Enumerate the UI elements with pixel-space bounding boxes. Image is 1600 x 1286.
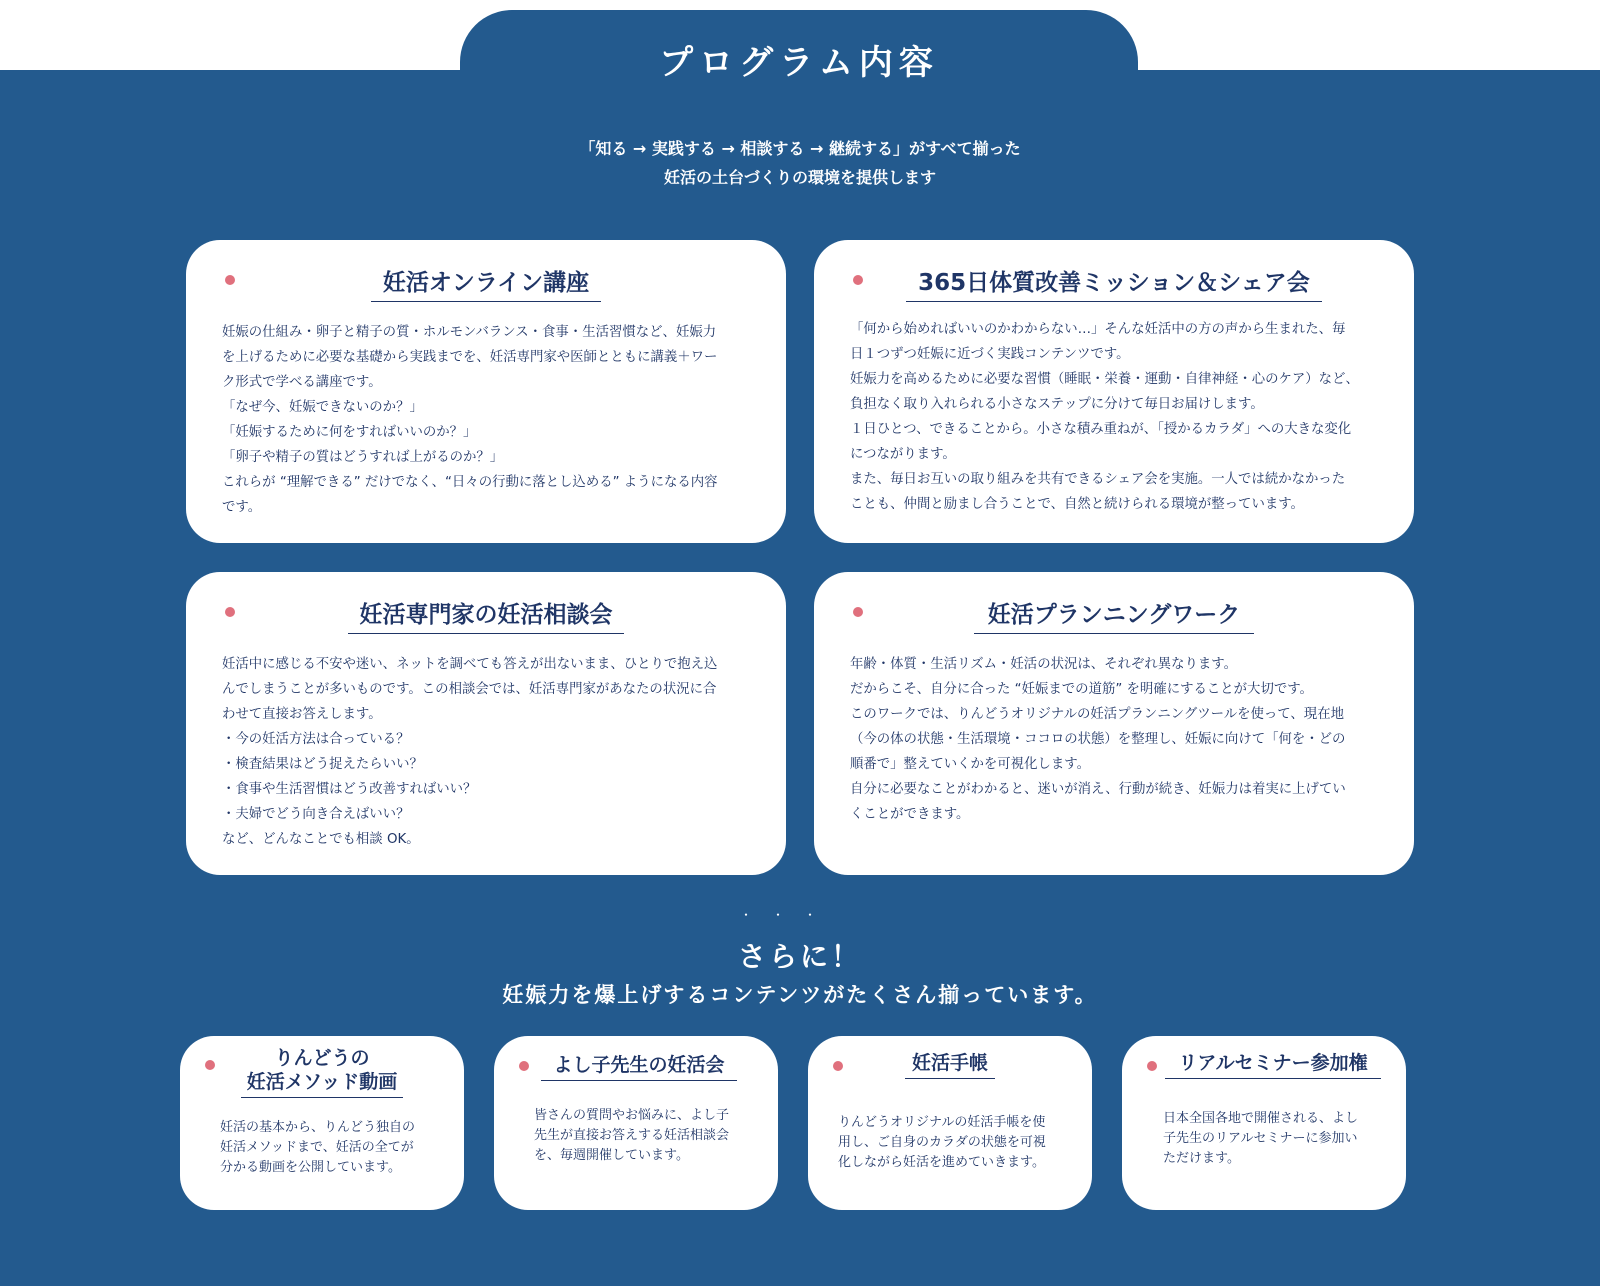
program-card-consultation [186, 572, 786, 875]
extra-card-description: 皆さんの質問やお悩みに、よし子 先生が直接お答えする妊活相談会 を、毎週開催しています。 [534, 1108, 730, 1163]
bullet-dot-icon [853, 607, 863, 617]
intro-line-1: 「知る → 実践する → 相談する → 継続する」がすべて揃った [579, 139, 1021, 158]
extra-card-title: リアルセミナー参加権 [1165, 1051, 1381, 1079]
page-title: プログラム内容 [659, 43, 939, 83]
program-card-description: 妊娠の仕組み・卵子と精子の質・ホルモンバランス・食事・生活習慣など、妊娠力 を上げるために必要な基礎から実践までを、妊活専門家や医師とともに講義＋ワー ク形式で学べる講座です。 「なぜ今、妊娠できないのか？」 「妊娠するために何をすればいいのか？」 「卵子や精子の質はどうすれば上がるのか？」 これらが “理解できる” だけでなく、“日々の行動に落とし込める” ようになる内容 です。 [222, 325, 718, 515]
bullet-dot-icon [853, 275, 863, 285]
intro-line-2: 妊活の土台づくりの環境を提供します [663, 168, 936, 187]
bullet-dot-icon [519, 1061, 529, 1071]
extra-card-title: りんどうの 妊活メソッド動画 [241, 1046, 403, 1098]
bullet-dot-icon [225, 607, 235, 617]
bullet-dot-icon [1147, 1061, 1157, 1071]
program-card-planning-work [814, 572, 1414, 875]
program-card-online-course [186, 240, 786, 543]
program-card-title: 妊活オンライン講座 [371, 264, 601, 302]
emphasis-dots: ・・・ [740, 908, 837, 922]
extra-card-description: りんどうオリジナルの妊活手帳を使 用し、ご自身のカラダの状態を可視 化しながら妊活を進めていきます。 [838, 1115, 1046, 1170]
program-card-description: 「何から始めればいいのかわからない…」そんな妊活中の方の声から生まれた、毎 日１つずつ妊娠に近づく実践コンテンツです。 妊娠力を高めるために必要な習慣（睡眠・栄養・運動・自律神経・心のケア）など、 負担なく取り入れられる小さなステップに分けて毎日お届けします。 １日ひとつ、できることから。小さな積み重ねが、「授かるカラダ」への大きな変化 につながります。 また、毎日お互いの取り組みを共有できるシェア会を実施。一人では続かなかった ことも、仲間と励まし合うことで、自然と続けられる環境が整っています。 [850, 322, 1359, 512]
extra-card-description: 妊活の基本から、りんどう独自の 妊活メソッドまで、妊活の全てが 分かる動画を公開しています。 [220, 1120, 416, 1175]
extra-card-title: よし子先生の妊活会 [541, 1053, 737, 1081]
program-card-description: 妊活中に感じる不安や迷い、ネットを調べても答えが出ないまま、ひとりで抱え込 んでしまうことが多いものです。この相談会では、妊活専門家があなたの状況に合 わせて直接お答えします。 ・今の妊活方法は合っている？ ・検査結果はどう捉えたらいい？ ・食事や生活習慣はどう改善すればいい？ ・夫婦でどう向き合えばいい？ など、どんなことでも相談 OK。 [222, 657, 718, 847]
bullet-dot-icon [225, 275, 235, 285]
bullet-dot-icon [205, 1060, 215, 1070]
extra-card-description: 日本全国各地で開催される、よし 子先生のリアルセミナーに参加い ただけます。 [1163, 1111, 1359, 1166]
extra-card-yoshiko-session [494, 1036, 778, 1210]
extras-subheading: 妊娠力を爆上げするコンテンツがたくさん揃っています。 [502, 983, 1098, 1007]
extra-card-method-video [180, 1036, 464, 1210]
extras-heading: さらに！ [737, 940, 862, 973]
bullet-dot-icon [833, 1061, 843, 1071]
program-card-title: 妊活専門家の妊活相談会 [348, 596, 624, 634]
intro-text [0, 134, 1600, 192]
extra-card-real-seminar [1122, 1036, 1406, 1210]
extra-card-notebook [808, 1036, 1092, 1210]
program-card-description: 年齢・体質・生活リズム・妊活の状況は、それぞれ異なります。 だからこそ、自分に合った “妊娠までの道筋” を明確にすることが大切です。 このワークでは、りんどうオリジナルの妊活プランニングツールを使って、現在地 （今の体の状態・生活環境・ココロの状態）を整理し、妊娠に向けて「何を・どの 順番で」整えていくかを可視化します。 自分に必要なことがわかると、迷いが消え、行動が続き、妊娠力は着実に上げてい くことができます。 [850, 657, 1346, 822]
program-card-title: 妊活プランニングワーク [974, 596, 1254, 634]
program-card-365-mission [814, 240, 1414, 543]
extra-card-title: 妊活手帳 [905, 1051, 995, 1079]
program-card-title: 365日体質改善ミッション＆シェア会 [906, 264, 1322, 302]
